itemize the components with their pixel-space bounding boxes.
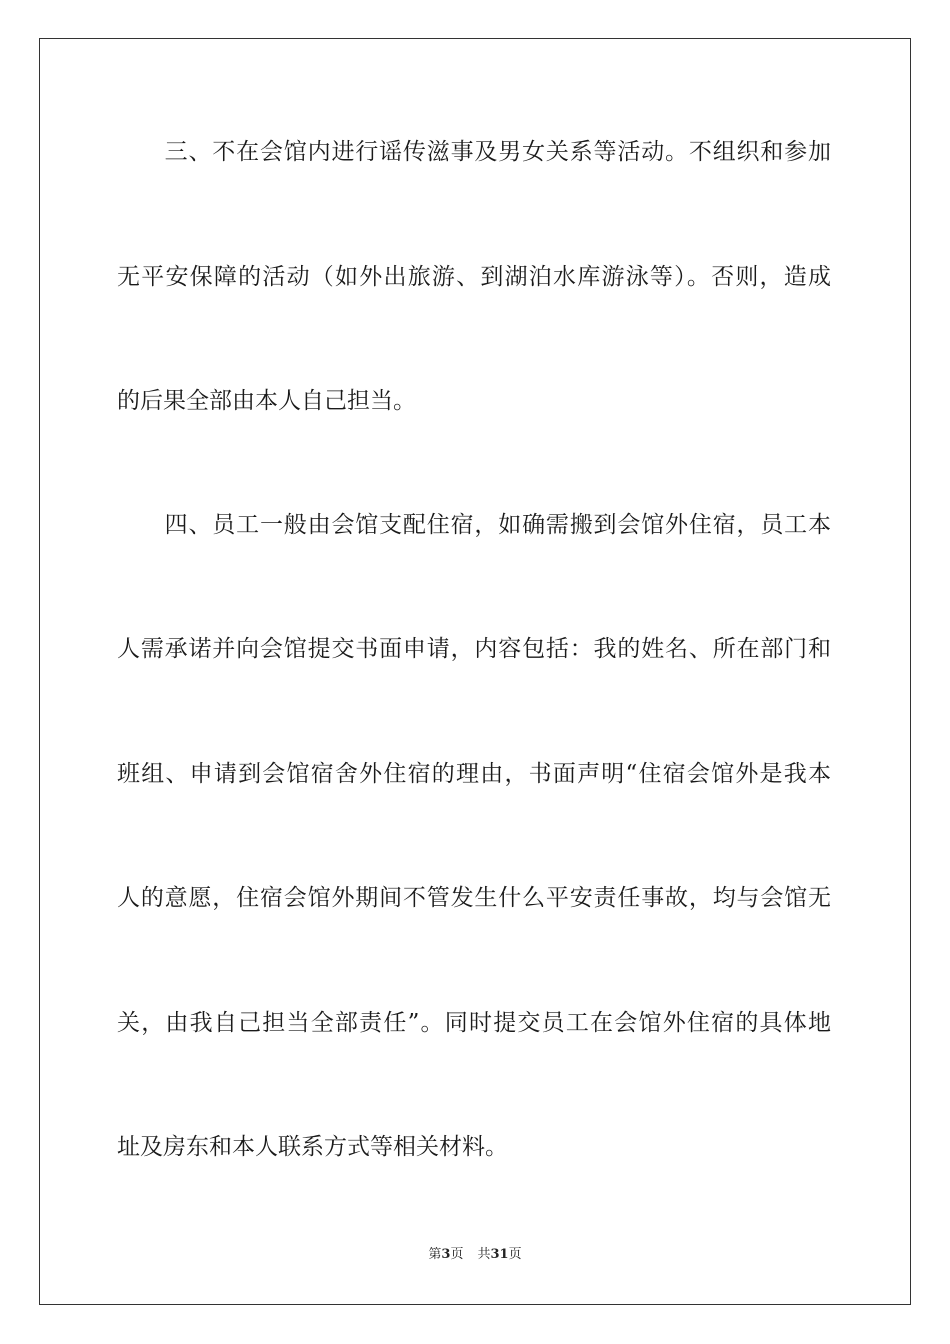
text-line: 关，由我自己担当全部责任”。同时提交员工在会馆外住宿的具体地: [117, 1010, 831, 1036]
text-line: 四、员工一般由会馆支配住宿，如确需搬到会馆外住宿，员工本: [117, 512, 831, 538]
text-line: 班组、申请到会馆宿舍外住宿的理由，书面声明“住宿会馆外是我本: [117, 761, 831, 787]
text-line: 无平安保障的活动（如外出旅游、到湖泊水库游泳等）。否则，造成: [117, 264, 831, 290]
text-line: 的后果全部由本人自己担当。: [117, 388, 416, 414]
page-prefix: 第: [428, 1247, 442, 1262]
total-page-count: 31: [490, 1247, 509, 1262]
total-prefix: 共: [477, 1247, 491, 1262]
text-line: 址及房东和本人联系方式等相关材料。: [117, 1134, 508, 1160]
text-line: 人需承诺并向会馆提交书面申请，内容包括：我的姓名、所在部门和: [117, 636, 831, 662]
page-border: [39, 38, 911, 1305]
text-line: 人的意愿，住宿会馆外期间不管发生什么平安责任事故，均与会馆无: [117, 885, 831, 911]
page-footer: [0, 1246, 950, 1264]
current-page-number: 3: [441, 1247, 451, 1262]
text-line: 三、不在会馆内进行谣传滋事及男女关系等活动。不组织和参加: [117, 139, 831, 165]
total-suffix: 页: [508, 1247, 522, 1262]
page-suffix: 页: [450, 1247, 464, 1262]
